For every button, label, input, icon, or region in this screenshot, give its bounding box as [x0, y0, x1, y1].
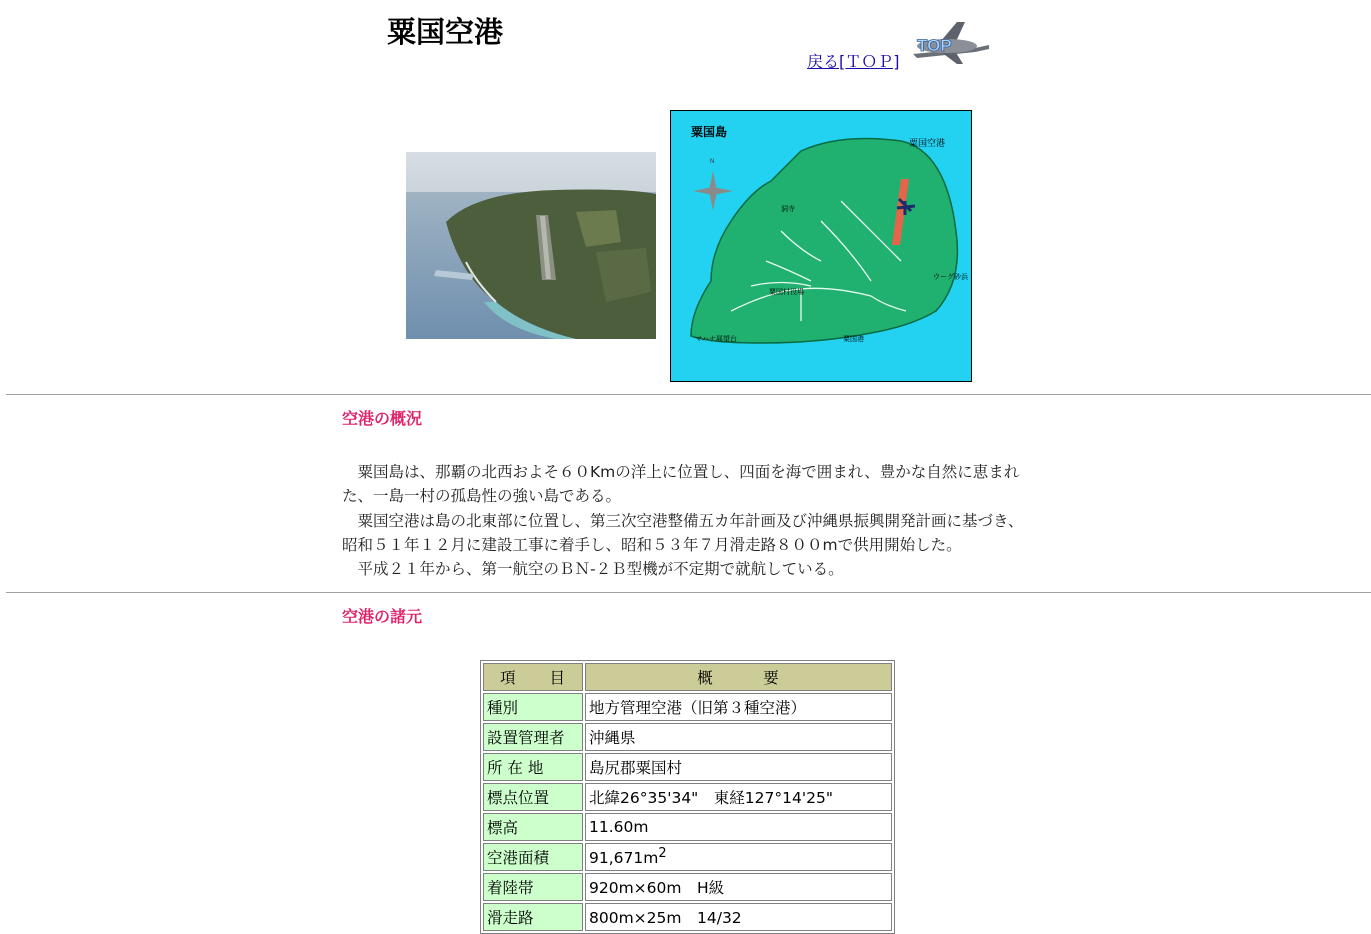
specs-heading: 空港の諸元 [342, 607, 423, 626]
overview-heading: 空港の概況 [342, 409, 423, 428]
airport-spec-table [480, 660, 895, 934]
spec-key: 所 在 地 [483, 753, 583, 781]
compass-north-label: N [710, 159, 715, 165]
spec-value: 920m×60m H級 [585, 873, 892, 901]
spec-key: 設置管理者 [483, 723, 583, 751]
spec-value: 地方管理空港（旧第３種空港） [585, 693, 892, 721]
back-to-top-link[interactable]: 戻る[ＴＯＰ] [807, 52, 900, 71]
spec-value-text: 91,671m [589, 849, 659, 868]
table-row [483, 723, 892, 751]
table-header-row [483, 663, 892, 691]
section-divider [6, 592, 1371, 593]
map-place-label: 粟国村役場 [769, 289, 804, 296]
column-header-item: 項 目 [483, 663, 583, 691]
table-row [483, 813, 892, 841]
spec-value: 沖縄県 [585, 723, 892, 751]
overview-text [342, 460, 1032, 581]
map-place-label: 粟国港 [843, 336, 864, 343]
table-row [483, 873, 892, 901]
table-row [483, 903, 892, 931]
aerial-photo-image [406, 152, 656, 339]
table-row [483, 693, 892, 721]
overview-paragraph: 粟国島は、那覇の北西およそ６０Kmの洋上に位置し、四面を海で囲まれ、豊かな自然に恵まれた、一島一村の孤島性の強い島である。 [342, 463, 1020, 506]
spec-key: 標点位置 [483, 783, 583, 811]
spec-value: 800m×25m 14/32 [585, 903, 892, 931]
section-divider [6, 394, 1371, 395]
spec-value: 北緯26°35'34" 東経127°14'25" [585, 783, 892, 811]
table-row [483, 753, 892, 781]
spec-key: 滑走路 [483, 903, 583, 931]
table-row [483, 783, 892, 811]
spec-key: 種別 [483, 693, 583, 721]
spec-value-superscript: 2 [658, 846, 667, 862]
spec-key: 標高 [483, 813, 583, 841]
map-island-label: 粟国島 [691, 125, 728, 139]
map-airport-label: 粟国空港 [909, 138, 946, 148]
top-airplane-logo-icon[interactable] [905, 18, 991, 66]
spec-value: 島尻郡粟国村 [585, 753, 892, 781]
spec-value: 11.60m [585, 813, 892, 841]
top-logo-text: TOP [917, 36, 952, 55]
map-place-label: ウーグ砂浜 [933, 274, 968, 281]
table-row [483, 843, 892, 871]
map-place-label: マハナ展望台 [695, 336, 737, 343]
page-title: 粟国空港 [387, 15, 504, 49]
spec-key: 空港面積 [483, 843, 583, 871]
island-map-image [670, 110, 972, 382]
column-header-summary: 概 要 [585, 663, 892, 691]
map-place-label: 洞寺 [781, 206, 795, 213]
overview-paragraph: 粟国空港は島の北東部に位置し、第三次空港整備五カ年計画及び沖縄県振興開発計画に基づき、昭和５１年１２月に建設工事に着手し、昭和５３年７月滑走路８００mで供用開始した。 [342, 511, 1024, 554]
spec-key: 着陸帯 [483, 873, 583, 901]
overview-paragraph: 平成２１年から、第一航空のＢＮ-２Ｂ型機が不定期で就航している。 [357, 560, 844, 579]
spec-value [585, 843, 892, 871]
